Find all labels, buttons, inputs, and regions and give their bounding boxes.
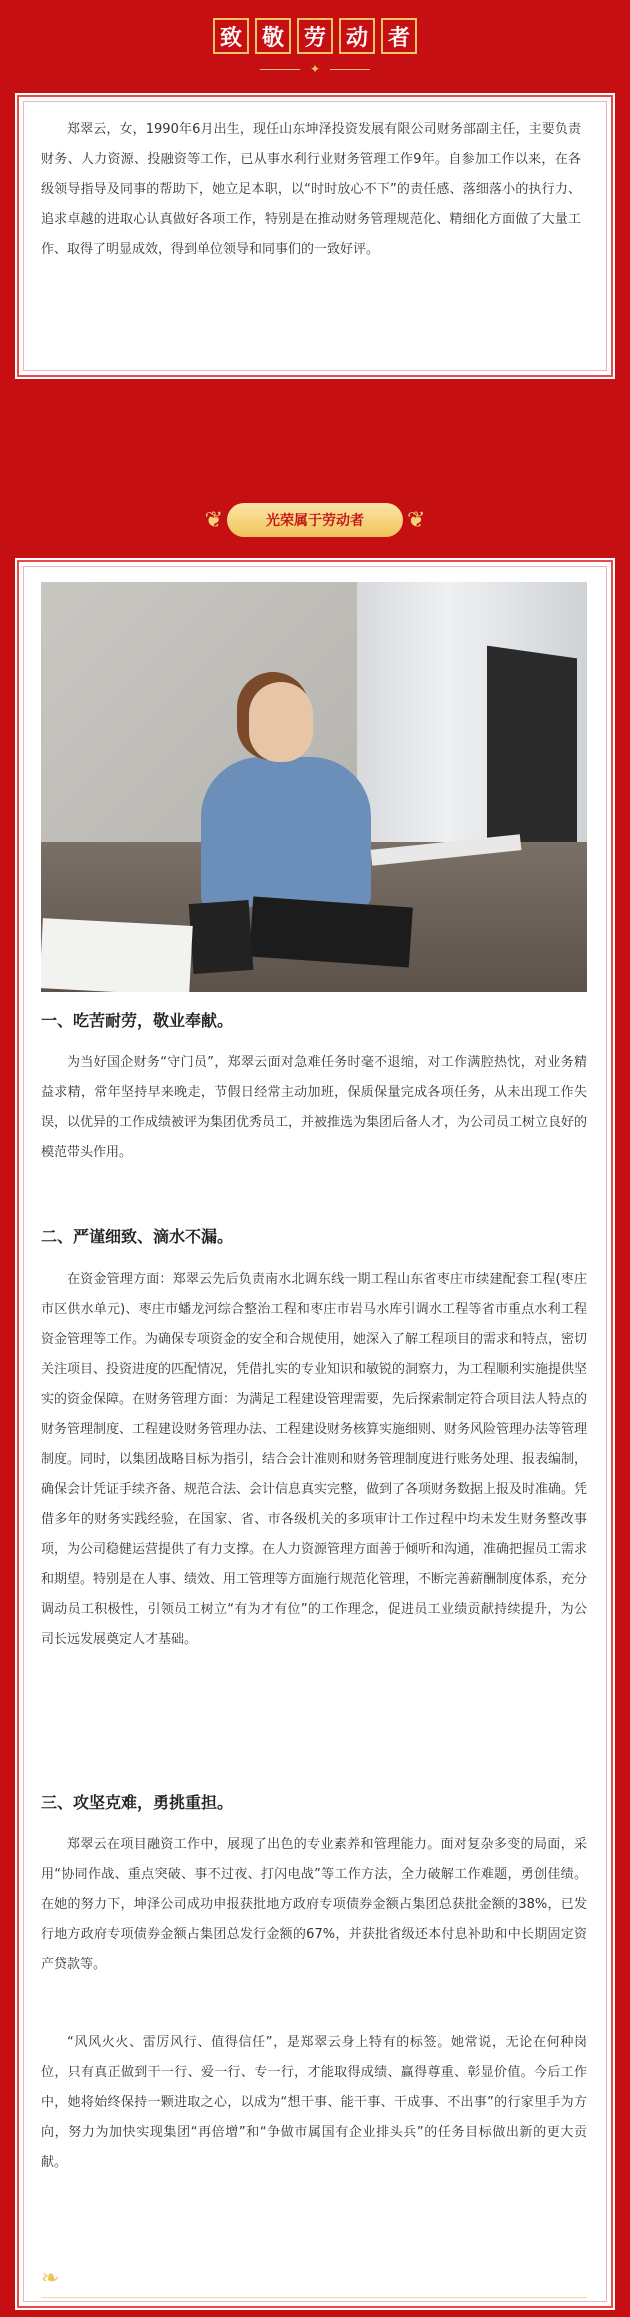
section-heading: 二、严谨细致、滴水不漏。: [41, 1227, 234, 1246]
laurel-right-icon: ❦: [407, 507, 426, 533]
title-char: 劳: [297, 18, 333, 54]
section-paragraph: 在资金管理方面：郑翠云先后负责南水北调东线一期工程山东省枣庄市续建配套工程(枣庄市区供水单元)、枣庄市蟠龙河综合整治工程和枣庄市岩马水库引调水工程等省市重点水利工程资金管理等工作。为确保专项资金的安全和合规使用，她深入了解工程项目的需求和特点，密切关注项目、投资进度的匹配情况，凭借扎实的专业知识和敏锐的洞察力，为工程顺利实施提供坚实的资金保障。在财务管理方面：为满足工程建设管理需要，先后探索制定符合项目法人特点的财务管理制度、工程建设财务管理办法、工程建设财务核算实施细则、财务风险管理办法等管理制度。同时，以集团战略目标为指引，结合会计准则和财务管理制度进行账务处理、报表编制，确保会计凭证手续齐备、规范合法、会计信息真实完整，做到了各项财务数据上报及时准确。凭借多年的财务实践经验，在国家、省、市各级机关的多项审计工作过程中均未发生财务整改事项，为公司稳健运营提供了有力支撑。在人力资源管理方面善于倾听和沟通，准确把握员工需求和期望。特别是在人事、绩效、用工管理等方面施行规范化管理，不断完善薪酬制度体系，充分调动员工积极性，引领员工树立“有为才有位”的工作理念，促进员工业绩贡献持续提升，为公司长远发展奠定人才基础。: [41, 1272, 588, 1647]
person-body: [201, 757, 371, 907]
section-paragraph: 为当好国企财务“守门员”，郑翠云面对急难任务时毫不退缩，对工作满腔热忱，对业务精益求精，常年坚持早来晚走，节假日经常主动加班，保质保量完成各项任务，从未出现工作失误，以优异的工作成绩被评为集团优秀员工，并被推选为集团后备人才，为公司员工树立良好的模范带头作用。: [41, 1055, 588, 1160]
section-heading: 三、攻坚克难，勇挑重担。: [41, 1793, 234, 1812]
honor-badge: [0, 503, 630, 537]
worker-photo: [41, 582, 587, 992]
section-paragraph: 郑翠云在项目融资工作中，展现了出色的专业素养和管理能力。面对复杂多变的局面，采用“协同作战、重点突破、事不过夜、打闪电战”等工作方法，全力破解工作难题，勇创佳绩。在她的努力下，坤泽公司成功申报获批地方政府专项债券金额占集团总获批金额的38%，已发行地方政府专项债券金额占集团总发行金额的67%，并获批省级还本付息补助和中长期固定资产贷款等。: [41, 1837, 587, 1972]
bird-icon: ❧: [41, 2266, 60, 2291]
badge-label: 光荣属于劳动者: [227, 503, 403, 537]
mousepad: [249, 896, 413, 967]
intro-card: [15, 93, 615, 379]
title-char: 敬: [255, 18, 291, 54]
divider: [260, 69, 300, 70]
title-char: 动: [339, 18, 375, 54]
section-paragraph: “风风火火、雷厉风行、值得信任”，是郑翠云身上特有的标签。她常说，无论在何种岗位，只有真正做到干一行、爱一行、专一行，才能取得成绩、赢得尊重、彰显价值。今后工作中，她将始终保持一颗进取之心，以成为“想干事、能干事、干成事、不出事”的行家里手为方向，努力为加快实现集团“再倍增”和“争做市属国有企业排头兵”的任务目标做出新的更大贡献。: [41, 2035, 587, 2170]
title-char: 致: [213, 18, 249, 54]
star-icon: ✦: [309, 62, 321, 76]
person-head: [249, 682, 313, 762]
section-heading: 一、吃苦耐劳，敬业奉献。: [41, 1011, 234, 1030]
laurel-left-icon: ❦: [204, 507, 223, 533]
divider: [330, 69, 370, 70]
calculator: [189, 900, 254, 974]
title-ornament: [0, 62, 630, 76]
intro-text: 郑翠云，女，1990年6月出生，现任山东坤泽投资发展有限公司财务部副主任，主要负责财务、人力资源、投融资等工作，已从事水利行业财务管理工作9年。自参加工作以来，在各级领导指导及同事的帮助下，她立足本职，以“时时放心不下”的责任感、落细落小的执行力、追求卓越的进取心认真做好各项工作，特别是在推动财务管理规范化、精细化方面做了大量工作、取得了明显成效，得到单位领导和同事们的一致好评。: [41, 122, 581, 257]
profile-card: [15, 558, 615, 2310]
page-title: [0, 18, 630, 54]
papers: [41, 918, 193, 992]
title-char: 者: [381, 18, 417, 54]
monitor: [487, 646, 577, 859]
footer-ornament: [41, 2257, 587, 2298]
